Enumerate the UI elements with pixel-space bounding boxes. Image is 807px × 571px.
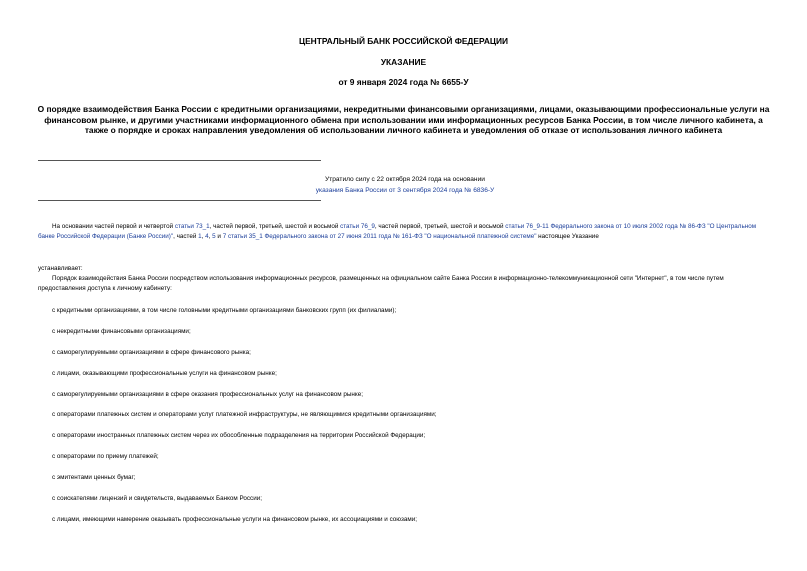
- establishes-label: устанавливает:: [38, 265, 83, 272]
- list-item: с саморегулируемыми организациями в сфере оказания профессиональных услуг на финансовом рынке;: [52, 391, 363, 398]
- status-note: [300, 174, 510, 196]
- preamble-text: , частей первой, третьей, шестой и восьмой: [209, 223, 341, 230]
- preamble-text: , частей: [173, 233, 199, 240]
- list-item: с саморегулируемыми организациями в сфере финансового рынка;: [52, 349, 251, 356]
- link-part-1[interactable]: 1: [198, 233, 202, 240]
- document-date-number: от 9 января 2024 года № 6655-У: [338, 77, 469, 87]
- separator-bottom: [38, 200, 321, 201]
- preamble-text: настоящее Указание: [536, 233, 599, 240]
- link-part-5[interactable]: 5: [212, 233, 216, 240]
- document-title: О порядке взаимодействия Банка России с кредитными организациями, некредитными финансовыми организациями, лицами, оказывающими профессиональные услуги на финансовом рынке, и другими участниками информационного обмена при использовании ими информационных ресурсов Банка России, в том числе личного кабинета, а также о порядке и сроках направления уведомления об использовании личного кабинета и уведомления об отказе от использования личного кабинета: [37, 104, 770, 135]
- list-item: с операторами иностранных платежных систем через их обособленные подразделения на территории Российской Федерации;: [52, 432, 426, 439]
- list-item: с эмитентами ценных бумаг;: [52, 474, 136, 481]
- list-item: с лицами, оказывающими профессиональные услуги на финансовом рынке;: [52, 370, 277, 377]
- list-item: с операторами платежных систем и операторами услуг платежной инфраструктуры, не являющимися кредитными организациями;: [52, 411, 437, 418]
- link-federal-law-161-fz[interactable]: 7 статьи 35_1 Федерального закона от 27 июня 2011 года № 161-ФЗ "О национальной платежной системе": [222, 233, 537, 240]
- preamble-text: ,: [201, 233, 206, 240]
- link-federal-law-86-fz[interactable]: статьи 76_9-11 Федерального закона от 10 июля 2002 года № 86-ФЗ "О Центральном банке Российской Федерации (Банке России)": [38, 223, 757, 240]
- preamble-paragraph: [38, 222, 769, 242]
- separator-top: [38, 160, 321, 161]
- preamble-text: и: [215, 233, 223, 240]
- list-item: с операторами по приему платежей;: [52, 453, 159, 460]
- link-part-4[interactable]: 4: [205, 233, 209, 240]
- list-item: с кредитными организациями, в том числе головными кредитными организациями банковских групп (их филиалами);: [52, 307, 397, 314]
- repealing-act-link[interactable]: указания Банка России от 3 сентября 2024 года № 6836-У: [315, 187, 495, 194]
- list-item: с соискателями лицензий и свидетельств, выдаваемых Банком России;: [52, 495, 262, 502]
- list-item: с лицами, имеющими намерение оказывать профессиональные услуги на финансовом рынке, их ассоциациями и союзами;: [52, 516, 418, 523]
- link-article-76-9[interactable]: статьи 76_9: [340, 223, 375, 230]
- preamble-text: ,: [208, 233, 213, 240]
- preamble-text: , частей первой, третьей, шестой и восьмой: [374, 223, 506, 230]
- issuer-name: ЦЕНТРАЛЬНЫЙ БАНК РОССИЙСКОЙ ФЕДЕРАЦИИ: [298, 36, 509, 46]
- list-item: с некредитными финансовыми организациями;: [52, 328, 191, 335]
- link-article-73-1[interactable]: статьи 73_1: [174, 223, 210, 230]
- order-paragraph: Порядок взаимодействия Банка России посредством использования информационных ресурсов, размещенных на официальном сайте Банка России в информационно-телекоммуникационной сети "Интернет", в том числе путем предоставления доступа к личному кабинету:: [38, 275, 724, 292]
- lost-force-text: Утратило силу с 22 октября 2024 года на основании: [325, 176, 485, 183]
- document-type: УКАЗАНИЕ: [380, 57, 427, 67]
- preamble-text: На основании частей первой и четвертой: [52, 223, 175, 230]
